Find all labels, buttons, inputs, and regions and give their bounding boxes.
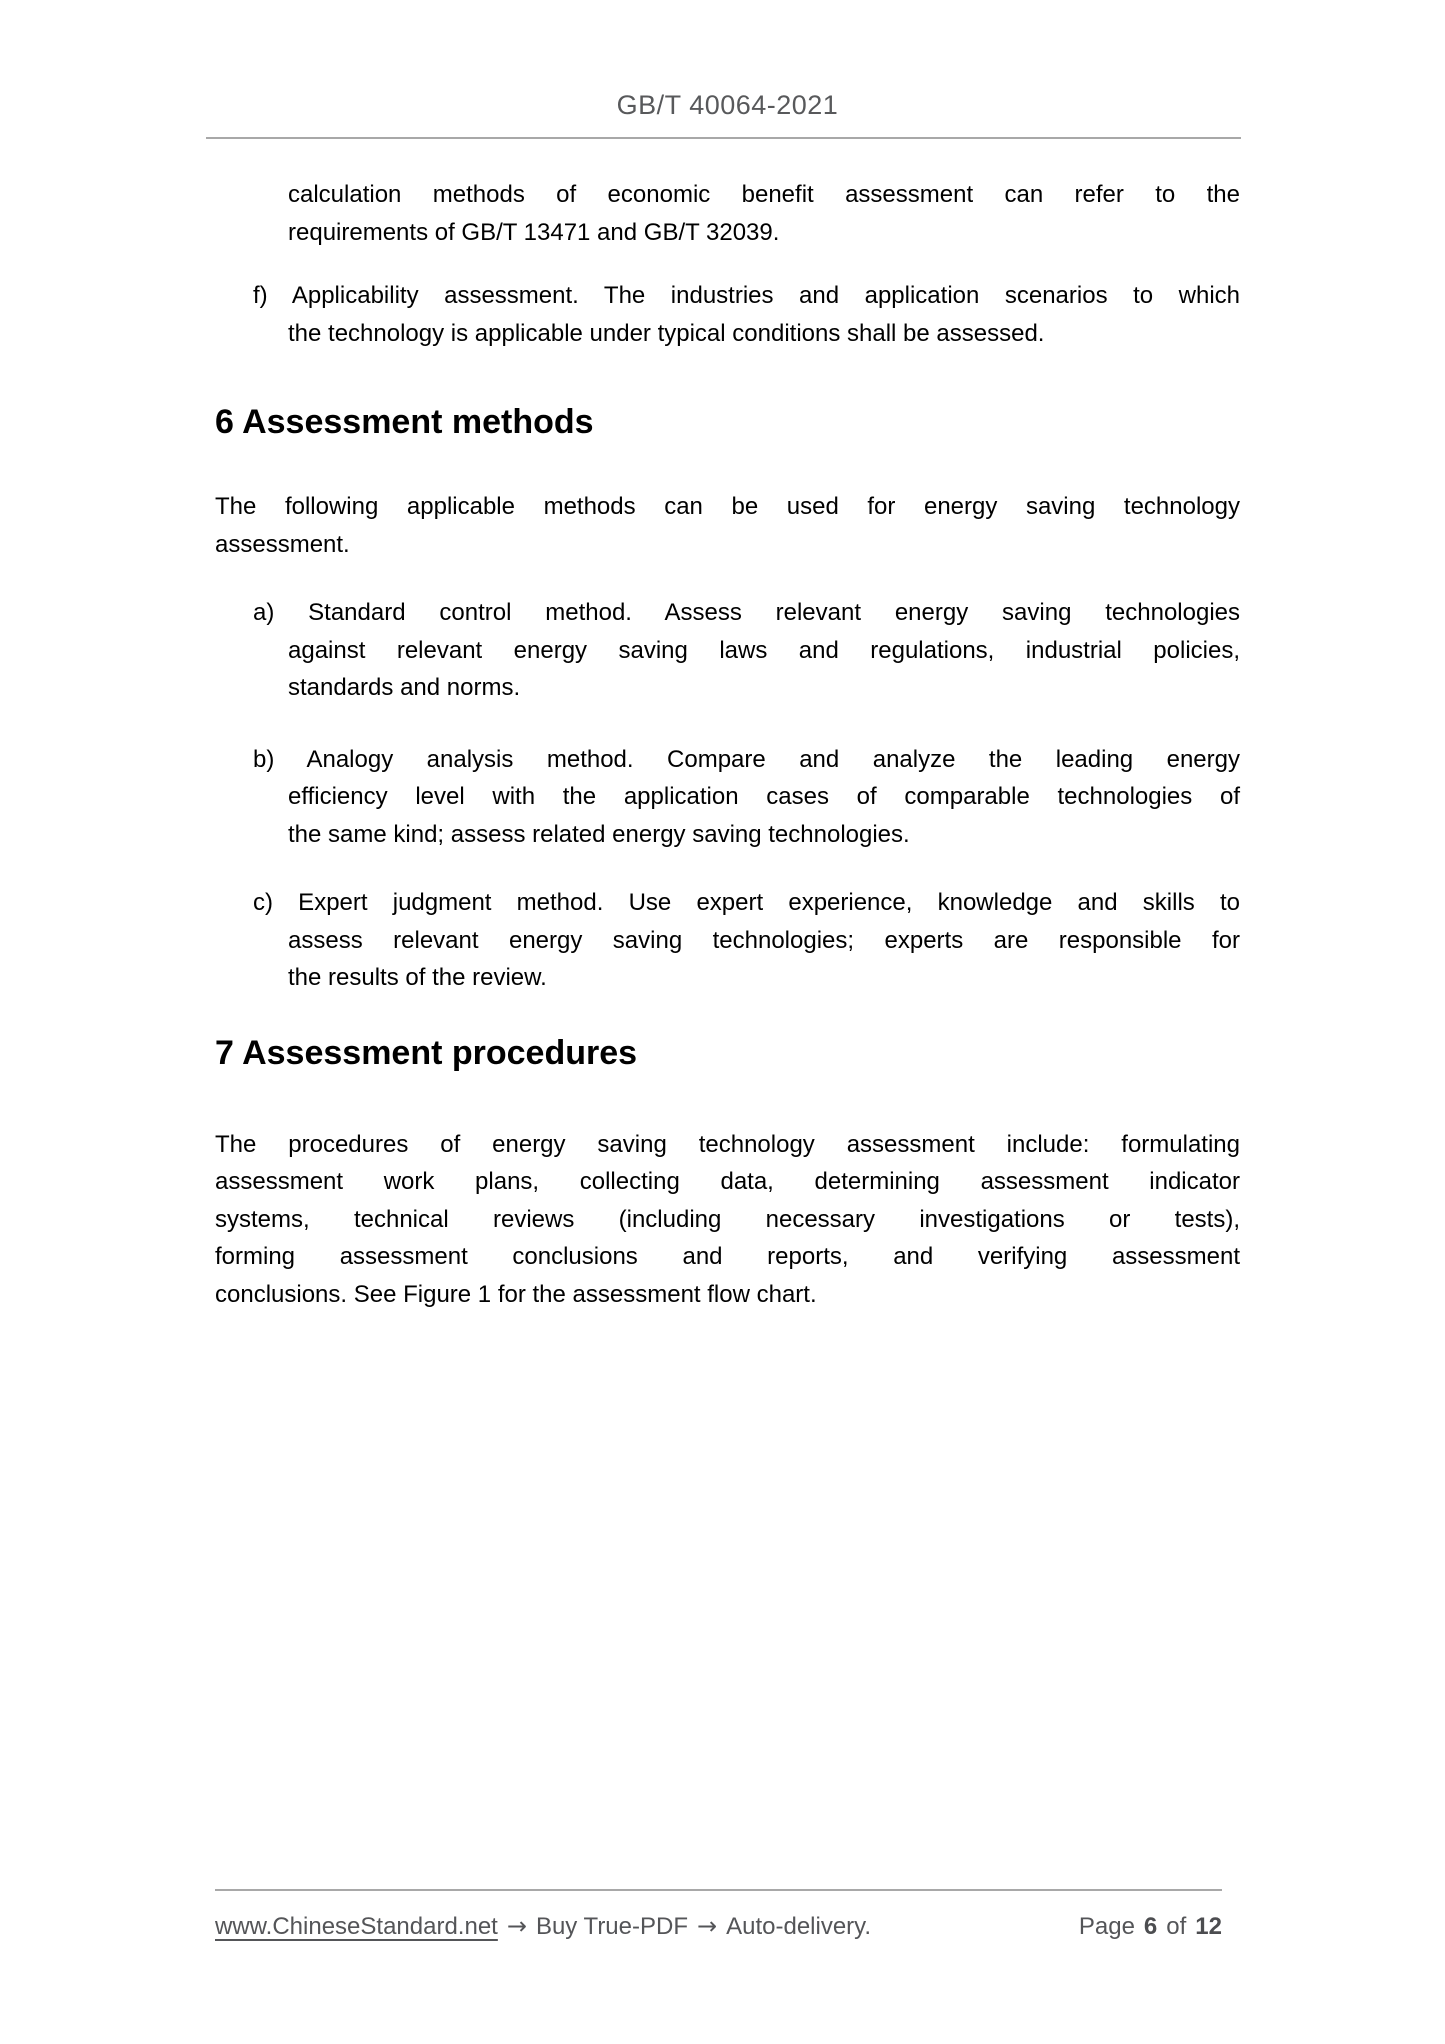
text-line: b) Analogy analysis method. Compare and analyze the leading energy	[253, 745, 1240, 773]
text-line: forming assessment conclusions and reports, and verifying assessment	[215, 1243, 1240, 1270]
footer-buy-text: Buy True-PDF	[535, 1913, 688, 1940]
footer-promo	[215, 1911, 871, 1942]
text-line: conclusions. See Figure 1 for the assessment flow chart.	[215, 1280, 817, 1308]
list-item-c	[215, 884, 1240, 997]
footer-link[interactable]: www.ChineseStandard.net	[215, 1913, 498, 1940]
page-indicator	[1079, 1912, 1222, 1942]
text-line: the results of the review.	[288, 964, 547, 991]
text-line: assessment.	[215, 530, 350, 558]
text-line: requirements of GB/T 13471 and GB/T 32039.	[288, 218, 780, 246]
page-label: Page	[1078, 1913, 1135, 1940]
list-item-b	[215, 741, 1240, 854]
list-item-f	[215, 277, 1240, 352]
section-7-heading: 7 Assessment procedures	[215, 1033, 638, 1072]
page-current: 6	[1143, 1913, 1158, 1940]
section-6-heading: 6 Assessment methods	[215, 403, 594, 441]
page-of-label: of	[1166, 1913, 1187, 1940]
text-line: The procedures of energy saving technology assessment include: formulating	[215, 1130, 1240, 1158]
section-7-paragraph	[215, 1126, 1240, 1314]
text-line: a) Standard control method. Assess relevant energy saving technologies	[253, 599, 1240, 626]
document-body	[215, 139, 1240, 1313]
page-footer	[215, 1911, 1222, 1942]
text-line: efficiency level with the application cases of comparable technologies of	[288, 783, 1240, 810]
header-doc-number: GB/T 40064-2021	[616, 90, 839, 120]
text-line: c) Expert judgment method. Use expert experience, knowledge and skills to	[253, 889, 1240, 916]
text-line: systems, technical reviews (including necessary investigations or tests),	[215, 1205, 1240, 1233]
section-6-intro-paragraph	[215, 488, 1240, 563]
list-item-a	[215, 594, 1240, 707]
text-line: f) Applicability assessment. The industries and application scenarios to which	[253, 282, 1240, 309]
page-total: 12	[1195, 1913, 1222, 1940]
text-line: the same kind; assess related energy saving technologies.	[288, 820, 910, 848]
arrow-right-icon: →	[506, 1912, 527, 1940]
text-line: against relevant energy saving laws and regulations, industrial policies,	[288, 636, 1240, 664]
text-line: standards and norms.	[288, 674, 521, 701]
text-line: assess relevant energy saving technologies; experts are responsible for	[288, 926, 1240, 954]
text-line: calculation methods of economic benefit assessment can refer to the	[288, 181, 1240, 208]
footer-divider	[215, 1889, 1222, 1891]
text-line: The following applicable methods can be used for energy saving technology	[215, 493, 1240, 520]
text-line: the technology is applicable under typical conditions shall be assessed.	[288, 319, 1045, 347]
paragraph-continuation	[215, 176, 1240, 251]
arrow-right-icon: →	[697, 1912, 718, 1940]
text-line: assessment work plans, collecting data, determining assessment indicator	[215, 1168, 1240, 1195]
footer-delivery-text: Auto-delivery.	[726, 1913, 872, 1940]
